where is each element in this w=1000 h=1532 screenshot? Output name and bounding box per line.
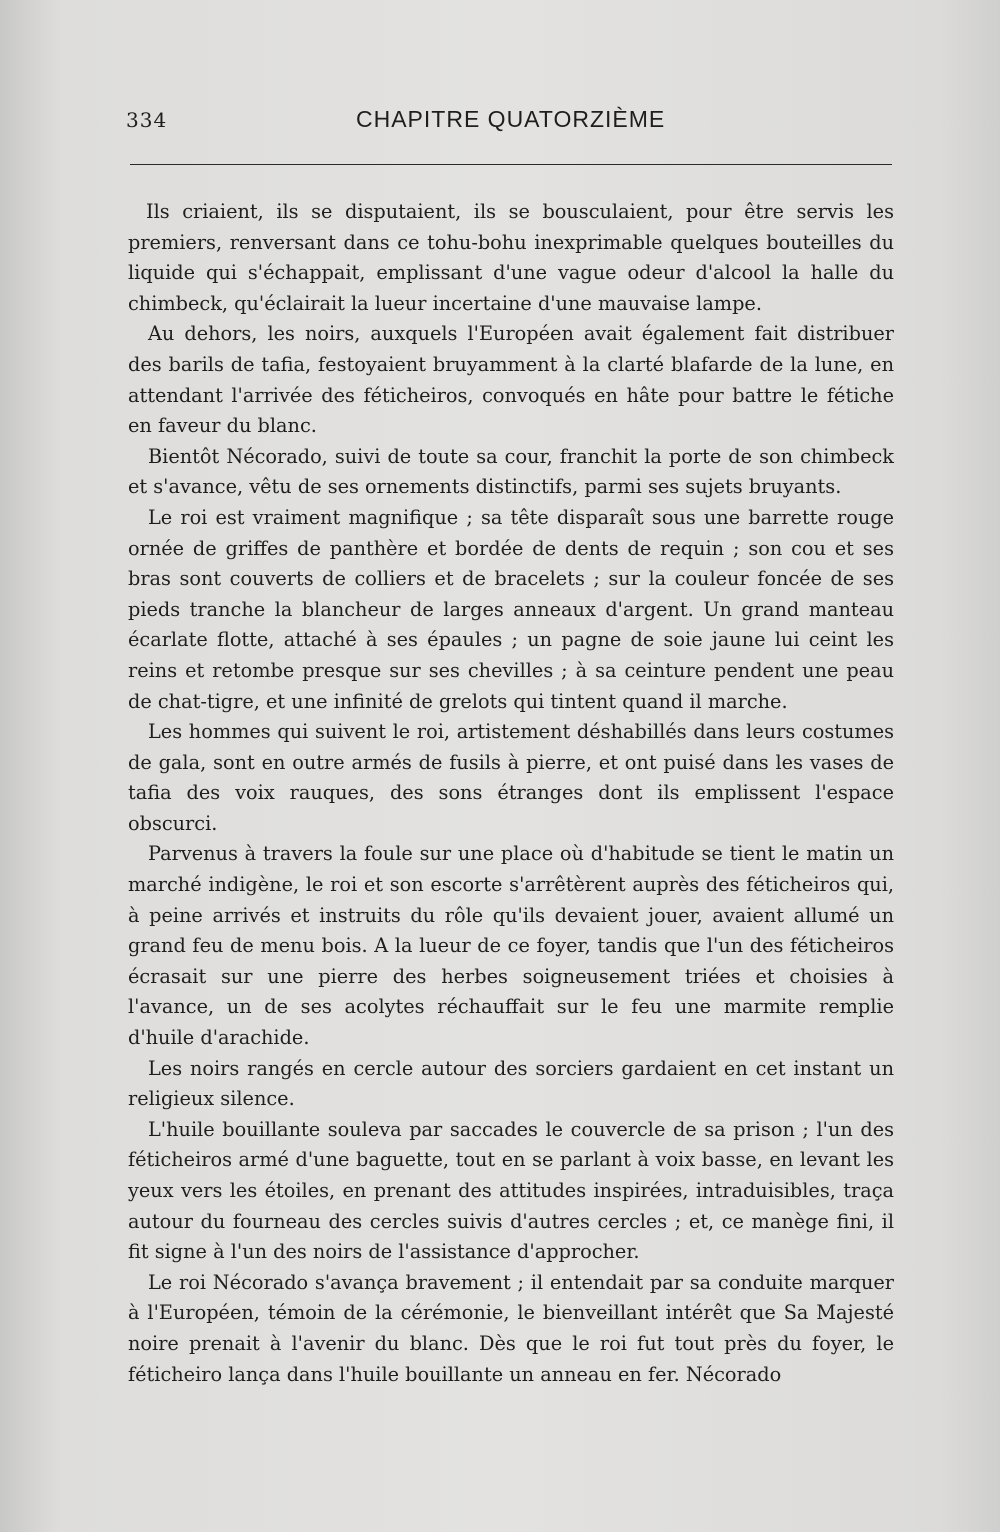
- paragraph: L'huile bouillante souleva par saccades le couvercle de sa prison ; l'un des féticheiros armé d'une baguette, tout en se parlant à voix basse, en levant les yeux vers les étoiles, en prenant des attitudes inspirées, intraduisibles, traça autour du fourneau des cercles suivis d'autres cercles ; et, ce manège fini, il fit signe à l'un des noirs de l'assistance d'approcher.: [128, 1117, 894, 1264]
- paragraph: Les hommes qui suivent le roi, artistement déshabillés dans leurs costumes de gala, sont en outre armés de fusils à pierre, et ont puisé dans les vases de tafia des voix rauques, des sons étranges dont ils emplissent l'espace obscurci.: [128, 720, 894, 835]
- paragraph: Parvenus à travers la foule sur une place où d'habitude se tient le matin un marché indigène, le roi et son escorte s'arrêtèrent auprès des féticheiros qui, à peine arrivés et instruits du rôle qu'ils devaient jouer, avaient allumé un grand feu de menu bois. A la lueur de ce foyer, tandis que l'un des féticheiros écrasait sur une pierre des herbes soigneusement triées et choisies à l'avance, un de ses acolytes réchauffait sur le feu une marmite remplie d'huile d'arachide.: [128, 842, 894, 1050]
- paragraph: Bientôt Nécorado, suivi de toute sa cour, franchit la porte de son chimbeck et s'avance, vêtu de ses ornements distinctifs, parmi ses sujets bruyants.: [128, 444, 894, 499]
- page-number: 334: [126, 108, 168, 132]
- paragraph: Les noirs rangés en cercle autour des sorciers gardaient en cet instant un religieux silence.: [128, 1056, 894, 1111]
- paragraph: Le roi est vraiment magnifique ; sa tête disparaît sous une barrette rouge ornée de griffes de panthère et bordée de dents de requin ; son cou et ses bras sont couverts de colliers et de bracelets ; sur la couleur foncée de ses pieds tranche la blancheur de larges anneaux d'argent. Un grand manteau écarlate flotte, attaché à ses épaules ; un pagne de soie jaune lui ceint les reins et retombe presque sur ses chevilles ; à sa ceinture pendent une peau de chat-tigre, et une infinité de grelots qui tintent quand il marche.: [128, 505, 894, 713]
- running-title: CHAPITRE QUATORZIÈME: [356, 106, 666, 132]
- paragraph: Le roi Nécorado s'avança bravement ; il entendait par sa conduite marquer à l'Européen, témoin de la cérémonie, le bienveillant intérêt que Sa Majesté noire prenait à l'avenir du blanc. Dès que le roi fut tout près du foyer, le féticheiro lança dans l'huile bouillante un anneau en fer. Nécorado: [128, 1270, 894, 1386]
- body-text: [128, 197, 894, 1390]
- paragraph: Au dehors, les noirs, auxquels l'Européen avait également fait distribuer des barils de tafia, festoyaient bruyamment à la clarté blafarde de la lune, en attendant l'arrivée des féticheiros, convoqués en hâte pour battre le fétiche en faveur du blanc.: [128, 322, 894, 438]
- header-rule: [130, 164, 892, 165]
- page-header: [126, 104, 892, 136]
- paragraph: Ils criaient, ils se disputaient, ils se bousculaient, pour être servis les premiers, renversant dans ce tohu-bohu inexprimable quelques bouteilles du liquide qui s'échappait, emplissant d'une vague odeur d'alcool la halle du chimbeck, qu'éclairait la lueur incertaine d'une mauvaise lampe.: [128, 200, 894, 315]
